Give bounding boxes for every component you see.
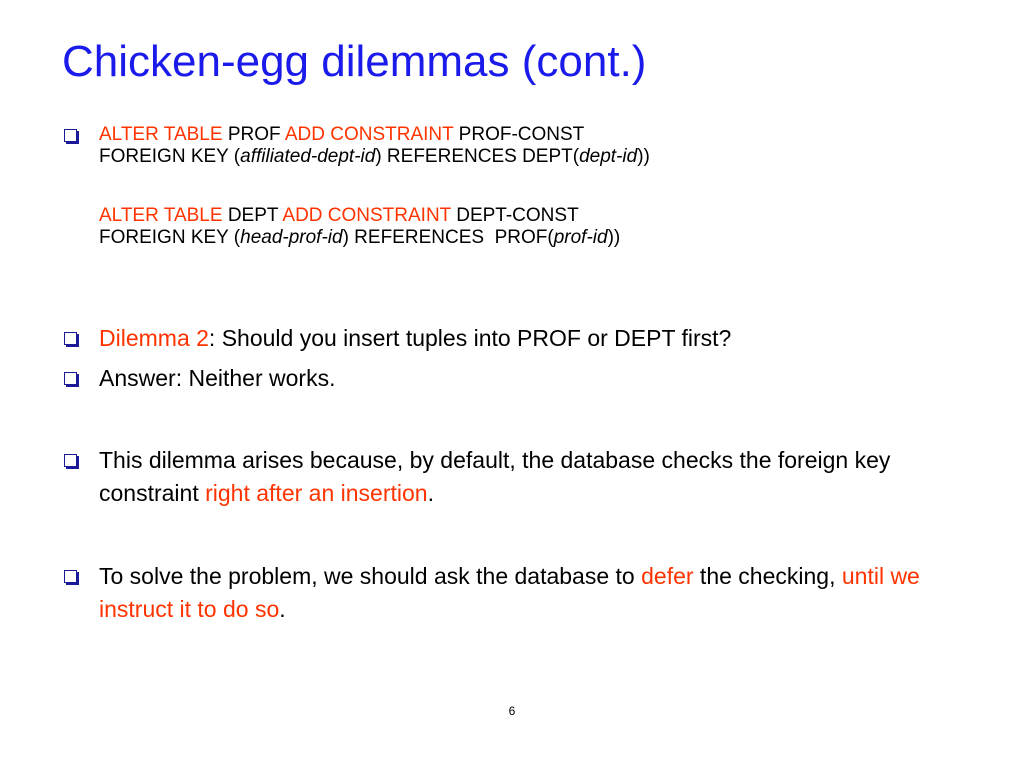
dilemma-question: : Should you insert tuples into PROF or DEPT first? bbox=[208, 325, 732, 351]
sql2-table: DEPT bbox=[222, 205, 283, 226]
sql1-line2 bbox=[99, 146, 962, 168]
bullet-text bbox=[99, 560, 962, 626]
sql1-references: ) REFERENCES DEPT( bbox=[375, 146, 580, 167]
solution-text-2: the checking, bbox=[693, 563, 842, 589]
sql2-line1 bbox=[99, 205, 962, 227]
sql2-fk-prefix: FOREIGN KEY ( bbox=[99, 227, 241, 248]
square-bullet-icon bbox=[64, 372, 77, 385]
sql2-line2 bbox=[99, 227, 962, 249]
sql2-ref-column: prof-id bbox=[553, 227, 608, 248]
spacer bbox=[99, 168, 962, 205]
sql2-add-constraint-keyword: ADD CONSTRAINT bbox=[282, 205, 451, 226]
sql1-fk-prefix: FOREIGN KEY ( bbox=[99, 146, 241, 167]
sql2-close: )) bbox=[607, 227, 621, 248]
page-number: 6 bbox=[508, 704, 516, 718]
sql1-line1 bbox=[99, 124, 962, 146]
solution-end: . bbox=[279, 596, 286, 622]
sql2-alter-table-keyword: ALTER TABLE bbox=[99, 205, 223, 226]
sql1-add-constraint-keyword: ADD CONSTRAINT bbox=[284, 124, 454, 145]
explanation-end: . bbox=[427, 480, 434, 506]
sql1-fk-column: affiliated-dept-id bbox=[240, 146, 376, 167]
bullet-answer bbox=[62, 362, 962, 395]
sql1-alter-table-keyword: ALTER TABLE bbox=[99, 124, 223, 145]
square-bullet-icon bbox=[64, 129, 77, 142]
square-bullet-icon bbox=[64, 332, 77, 345]
square-bullet-icon bbox=[64, 570, 77, 583]
solution-until-highlight: until we instruct it to do so bbox=[99, 563, 920, 622]
slide-title: Chicken-egg dilemmas (cont.) bbox=[62, 37, 647, 86]
sql2-constraint-name: DEPT-CONST bbox=[450, 205, 579, 226]
solution-defer-highlight: defer bbox=[641, 563, 694, 589]
bullet-explanation bbox=[62, 444, 962, 510]
sql1-close: )) bbox=[637, 146, 650, 167]
sql1-constraint-name: PROF-CONST bbox=[453, 124, 585, 145]
sql2-fk-column: head-prof-id bbox=[240, 227, 343, 248]
square-bullet-icon bbox=[64, 454, 77, 467]
bullet-text bbox=[99, 444, 962, 510]
bullet-solution bbox=[62, 560, 962, 626]
sql-block bbox=[99, 124, 962, 249]
dilemma-highlight: Dilemma 2 bbox=[99, 325, 209, 351]
sql1-ref-column: dept-id bbox=[579, 146, 638, 167]
bullet-sql-constraints bbox=[62, 124, 962, 249]
sql1-table: PROF bbox=[222, 124, 285, 145]
explanation-highlight: right after an insertion bbox=[205, 480, 428, 506]
bullet-dilemma-2 bbox=[62, 322, 962, 355]
sql2-references: ) REFERENCES PROF( bbox=[342, 227, 554, 248]
bullet-text bbox=[99, 322, 962, 355]
solution-text: To solve the problem, we should ask the database to bbox=[99, 563, 642, 589]
answer-text: Answer: Neither works. bbox=[99, 365, 336, 391]
explanation-text: This dilemma arises because, by default, the database checks the foreign key constraint bbox=[99, 447, 891, 506]
